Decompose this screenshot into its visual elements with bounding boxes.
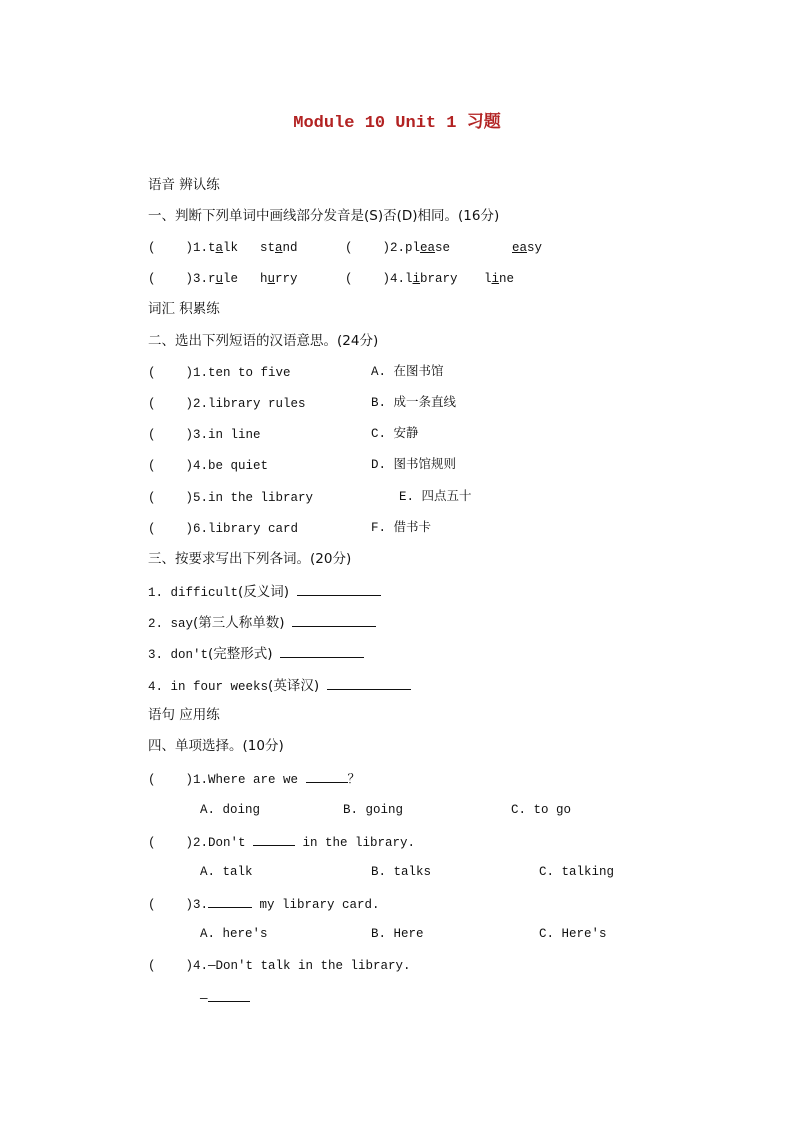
q2-phrase-4: ( )4.be quiet [148, 459, 269, 473]
answer-blank[interactable] [297, 583, 381, 596]
q2-meaning-d: D. 图书馆规则 [371, 458, 457, 472]
q3-item-1: 1. difficult(反义词) [148, 583, 381, 601]
q4-2-option-a: A. talk [200, 865, 253, 879]
section-heading-sentences: 语句 应用练 [148, 707, 220, 723]
q2-meaning-b: B. 成一条直线 [371, 396, 457, 410]
q1-item-3: ( )3.rule [148, 272, 239, 286]
answer-blank[interactable] [306, 770, 348, 783]
q1-item-2-compare: easy [512, 241, 543, 255]
page-title: Module 10 Unit 1 习题 [293, 112, 501, 133]
section-heading-phonetics: 语音 辨认练 [148, 177, 220, 193]
q1-item-2: ( )2.please [345, 241, 451, 255]
q4-1-option-c: C. to go [511, 803, 572, 817]
section-heading-vocabulary: 词汇 积累练 [148, 301, 220, 317]
q2-meaning-f: F. 借书卡 [371, 521, 432, 535]
q4-3-option-b: B. Here [371, 927, 424, 941]
q4-1-option-a: A. doing [200, 803, 261, 817]
question-4-title: 四、单项选择。(10分) [148, 738, 284, 754]
q2-phrase-1: ( )1.ten to five [148, 366, 291, 380]
answer-blank[interactable] [292, 614, 376, 627]
q4-2-option-b: B. talks [371, 865, 432, 879]
q2-phrase-5: ( )5.in the library [148, 491, 314, 505]
q2-meaning-a: A. 在图书馆 [371, 365, 444, 379]
q4-2-option-c: C. talking [539, 865, 615, 879]
q2-meaning-c: C. 安静 [371, 427, 419, 441]
q2-phrase-3: ( )3.in line [148, 428, 261, 442]
q4-1-option-b: B. going [343, 803, 404, 817]
answer-blank[interactable] [208, 895, 252, 908]
q4-stem-1: ( )1.Where are we ？ [148, 770, 360, 788]
q4-4-answer-line: — [200, 989, 250, 1007]
q2-phrase-2: ( )2.library rules [148, 397, 306, 411]
q4-stem-3: ( )3. my library card. [148, 895, 380, 913]
q1-item-3-compare: hurry [260, 272, 298, 286]
question-1-title: 一、判断下列单词中画线部分发音是(S)否(D)相同。(16分) [148, 208, 500, 224]
q4-stem-4: ( )4.—Don't talk in the library. [148, 959, 411, 973]
question-3-title: 三、按要求写出下列各词。(20分) [148, 551, 352, 567]
q1-item-1-compare: stand [260, 241, 298, 255]
answer-blank[interactable] [208, 989, 250, 1002]
q2-meaning-e: E. 四点五十 [399, 490, 472, 504]
answer-blank[interactable] [327, 677, 411, 690]
q4-3-option-a: A. here's [200, 927, 268, 941]
q3-item-2: 2. say(第三人称单数) [148, 614, 376, 632]
question-2-title: 二、选出下列短语的汉语意思。(24分) [148, 333, 379, 349]
answer-blank[interactable] [253, 833, 295, 846]
q3-item-3: 3. don't(完整形式) [148, 645, 364, 663]
q1-item-4: ( )4.library [345, 272, 458, 286]
answer-blank[interactable] [280, 645, 364, 658]
q4-3-option-c: C. Here's [539, 927, 607, 941]
q3-item-4: 4. in four weeks(英译汉) [148, 677, 411, 695]
q1-item-4-compare: line [484, 272, 515, 286]
q1-item-1: ( )1.talk [148, 241, 239, 255]
q2-phrase-6: ( )6.library card [148, 522, 299, 536]
q4-stem-2: ( )2.Don't in the library. [148, 833, 415, 851]
